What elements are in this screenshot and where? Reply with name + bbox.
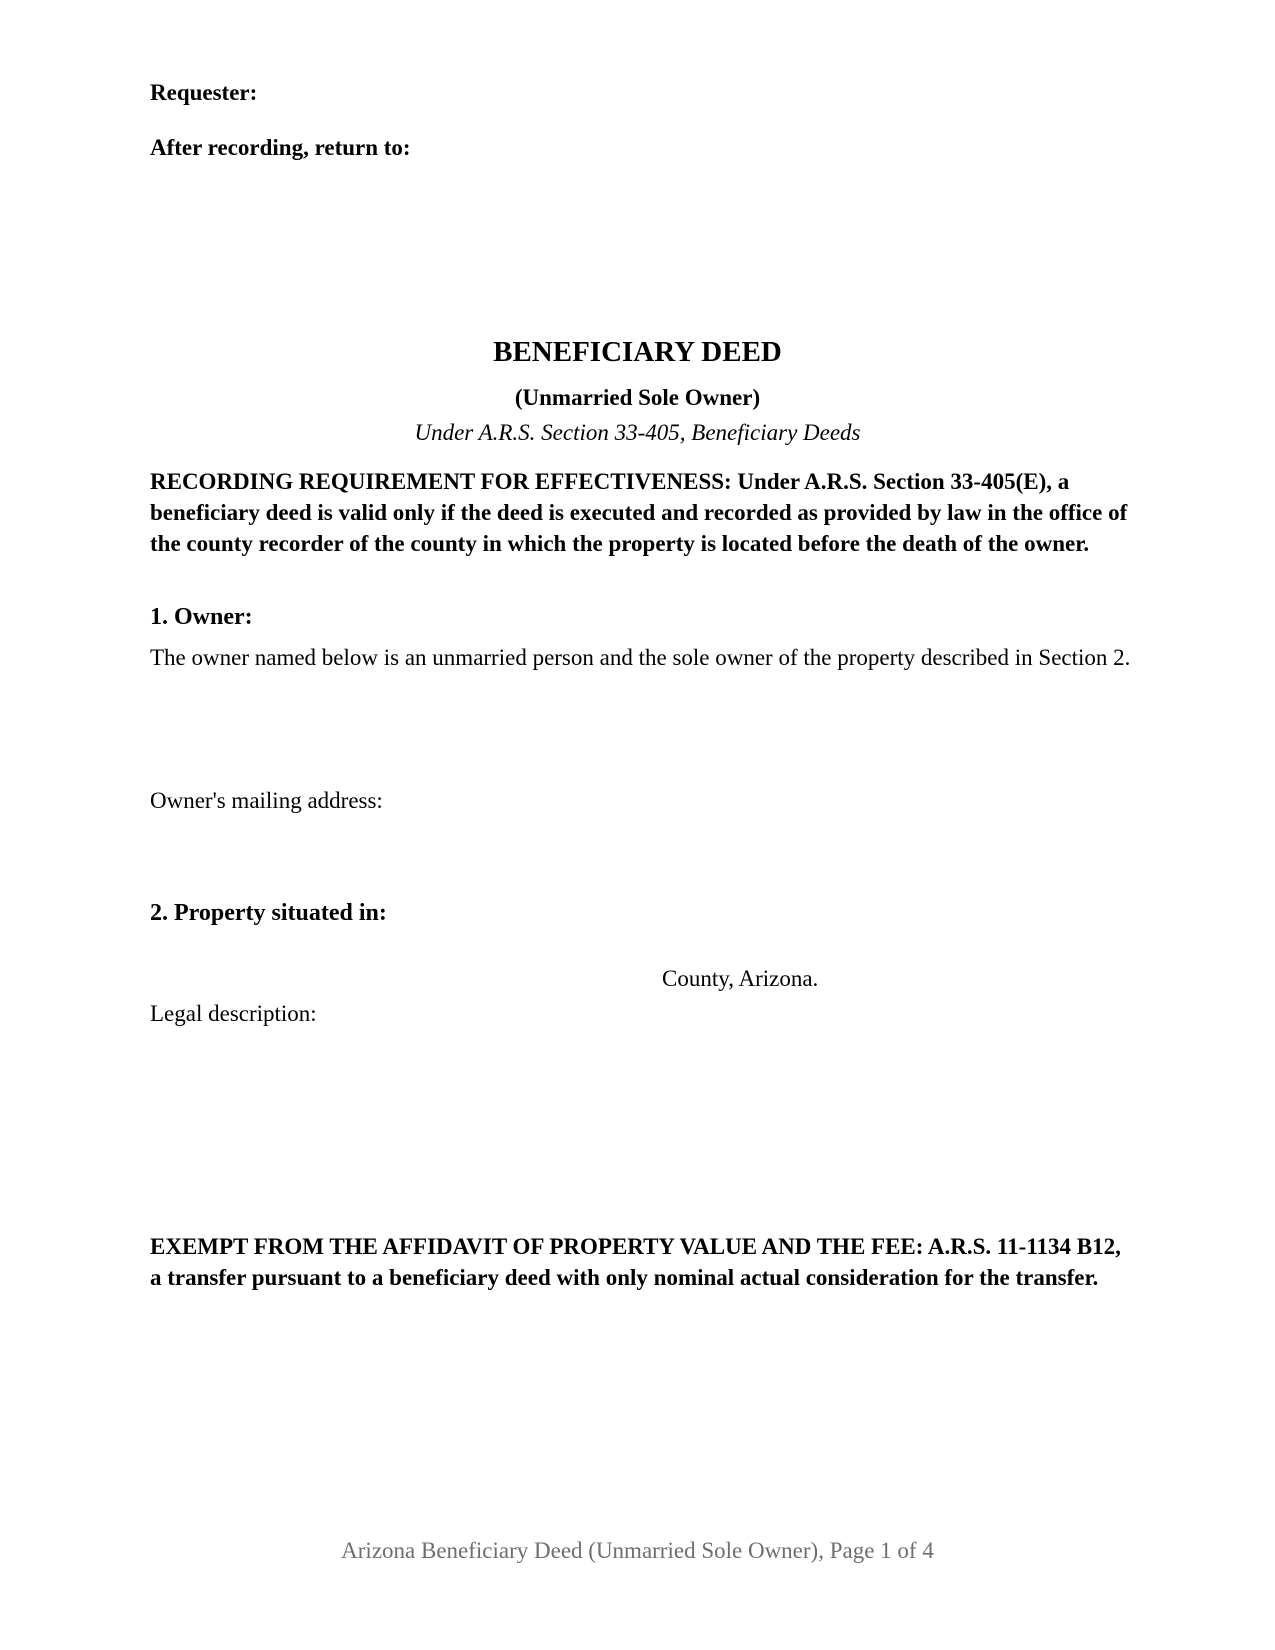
section-owner-heading: 1. Owner: — [150, 604, 253, 630]
legal-description-label: Legal description: — [150, 1001, 317, 1026]
return-to-label: After recording, return to: — [150, 135, 411, 160]
page-footer: Arizona Beneficiary Deed (Unmarried Sole Owner), Page 1 of 4 — [341, 1538, 934, 1563]
statute-citation: Under A.R.S. Section 33-405, Beneficiary Deeds — [414, 420, 861, 445]
document-title: BENEFICIARY DEED — [493, 336, 782, 368]
requester-label: Requester: — [150, 80, 258, 105]
exemption-notice: EXEMPT FROM THE AFFIDAVIT OF PROPERTY VALUE AND THE FEE: A.R.S. 11-1134 B12, a transfer pursuant to a beneficiary deed with only nominal actual consideration for the transfer. — [150, 1234, 1121, 1290]
recording-requirement-notice: RECORDING REQUIREMENT FOR EFFECTIVENESS: Under A.R.S. Section 33-405(E), a beneficiary deed is valid only if the deed is executed and recorded as provided by law in the office of the county recorder of the county in which the property is located before the death of the owner. — [150, 469, 1128, 556]
county-arizona-text: County, Arizona. — [662, 966, 819, 991]
section-property-heading: 2. Property situated in: — [150, 900, 387, 926]
document-subtitle: (Unmarried Sole Owner) — [514, 385, 761, 410]
owner-description: The owner named below is an unmarried person and the sole owner of the property described in Section 2. — [150, 645, 1131, 670]
owner-mailing-address-label: Owner's mailing address: — [150, 788, 383, 813]
